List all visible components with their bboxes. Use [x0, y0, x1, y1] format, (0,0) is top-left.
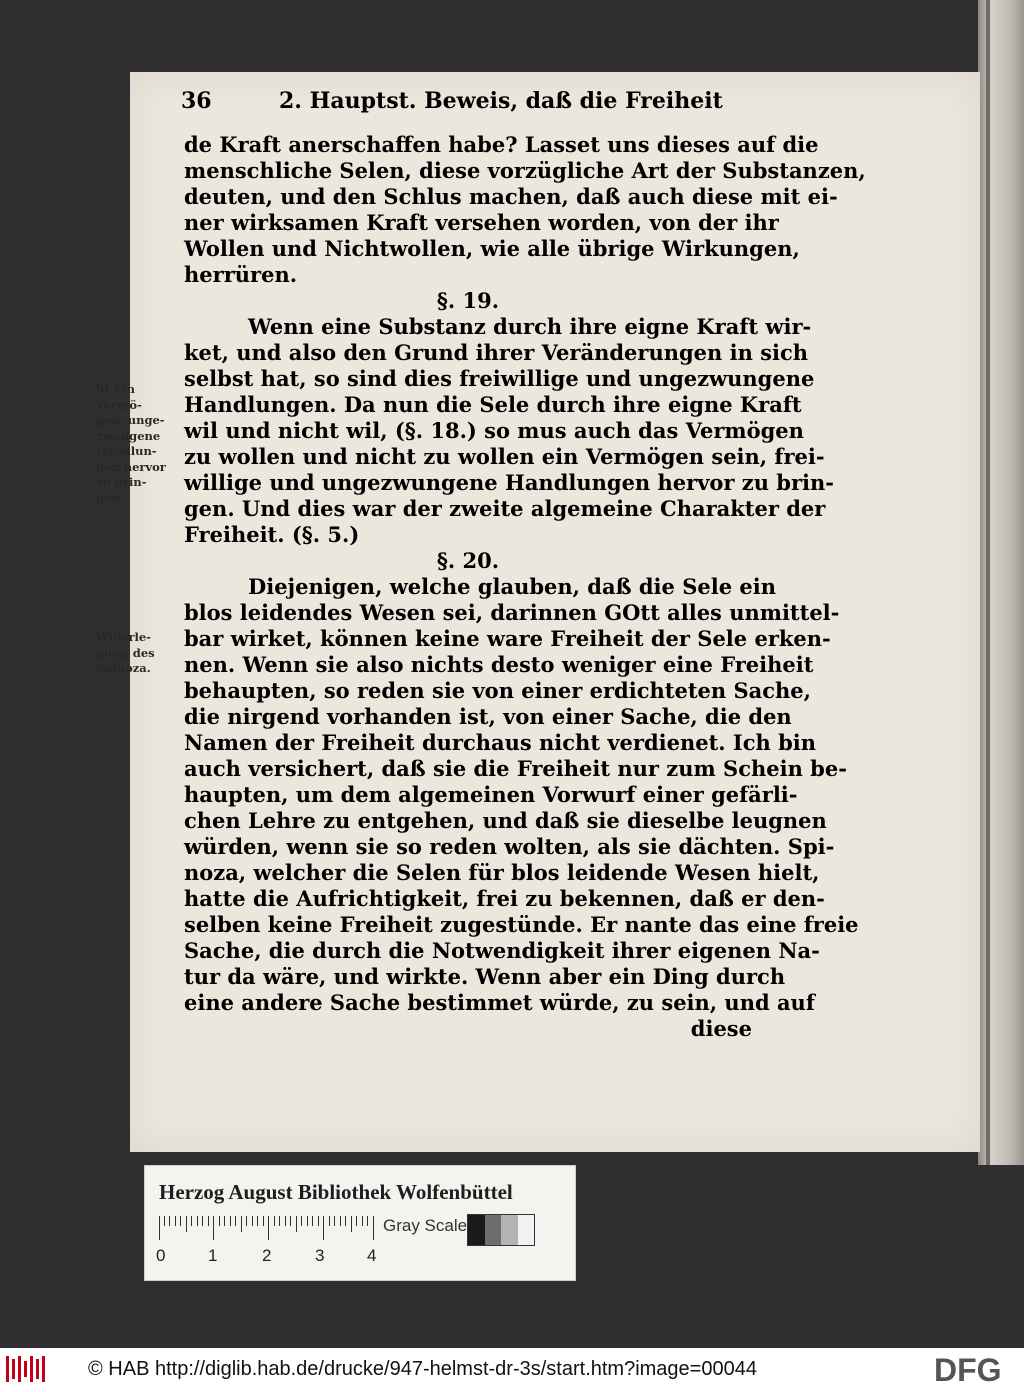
text-line: die nirgend vorhanden ist, von einer Sache, die den	[184, 704, 792, 729]
margin-note-line: Vermö-	[96, 397, 142, 412]
margin-note-line: gung des	[96, 645, 155, 660]
text-line: tur da wäre, und wirkte. Wenn aber ein Ding durch	[184, 964, 786, 989]
text-line: behaupten, so reden sie von einer erdichteten Sache,	[184, 678, 811, 703]
gray-swatch	[468, 1215, 485, 1245]
text-line: Namen der Freiheit durchaus nicht verdienet. Ich bin	[184, 730, 817, 755]
text-line: nen. Wenn sie also nichts desto weniger eine Freiheit	[184, 652, 814, 677]
margin-note-line: b) Ein	[96, 382, 135, 396]
text-line: ner wirksamen Kraft versehen worden, von der ihr	[184, 210, 779, 235]
adjacent-page-edge	[978, 0, 1024, 1165]
ruler-label: 4	[367, 1246, 377, 1265]
section-heading-20: §. 20.	[436, 548, 500, 573]
text-line: wil und nicht wil, (§. 18.) so mus auch das Vermögen	[184, 418, 804, 443]
ruler-label: 2	[262, 1246, 272, 1265]
ruler-label: 1	[208, 1246, 218, 1265]
text-line: gen. Und dies war der zweite algemeine Charakter der	[184, 496, 826, 521]
text-line: Handlungen. Da nun die Sele durch ihre eigne Kraft	[184, 392, 802, 417]
text-line: auch versichert, daß sie die Freiheit nur zum Schein be-	[184, 756, 847, 781]
text-line: noza, welcher die Selen für blos leidende Wesen hielt,	[184, 860, 820, 885]
ruler-label: 0	[156, 1246, 166, 1265]
text-line: bar wirket, können keine ware Freiheit der Sele erken-	[184, 626, 831, 651]
margin-note-line: zwungene	[96, 428, 161, 443]
text-line: Wenn eine Substanz durch ihre eigne Kraft wir-	[248, 314, 812, 339]
margin-note-line: Spinoza.	[96, 661, 151, 675]
margin-note-line: gen.	[96, 490, 124, 505]
text-line: deuten, und den Schlus machen, daß auch diese mit ei-	[184, 184, 838, 209]
gray-swatch	[501, 1215, 518, 1245]
text-line: zu wollen und nicht zu wollen ein Vermögen sein, frei-	[184, 444, 825, 469]
text-line: menschliche Selen, diese vorzügliche Art der Substanzen,	[184, 158, 866, 183]
text-line: ket, und also den Grund ihrer Veränderungen in sich	[184, 340, 809, 365]
section-heading-19: §. 19.	[436, 288, 500, 313]
text-line: Wollen und Nichtwollen, wie alle übrige Wirkungen,	[184, 236, 800, 261]
copyright-url[interactable]: © HAB http://diglib.hab.de/drucke/947-helmst-dr-3s/start.htm?image=00044	[88, 1358, 757, 1380]
library-name: Herzog August Bibliothek Wolfenbüttel	[159, 1180, 513, 1204]
viewer-footer-bar	[0, 1348, 1024, 1392]
ruler-label: 3	[315, 1246, 325, 1265]
margin-note-line: gen hervor	[96, 459, 166, 474]
margin-note-spinoza	[96, 630, 172, 677]
text-line: hatte die Aufrichtigkeit, frei zu bekennen, daß er den-	[184, 886, 825, 911]
hab-logo-icon[interactable]	[6, 1356, 48, 1382]
running-header	[181, 88, 723, 120]
dfg-logo[interactable]: DFG	[934, 1352, 1002, 1388]
margin-note-faculty	[96, 382, 172, 506]
text-line: de Kraft anerschaffen habe? Lasset uns dieses auf die	[184, 132, 819, 157]
gray-swatch	[518, 1215, 535, 1245]
page-number: 36	[181, 88, 212, 114]
text-line: selben keine Freiheit zugestünde. Er nante das eine freie	[184, 912, 859, 937]
margin-note-line: gen, unge-	[96, 413, 165, 427]
gray-scale-swatches	[467, 1214, 535, 1246]
margin-note-line: Handlun-	[96, 444, 157, 458]
margin-note-line: zu brin-	[96, 475, 147, 489]
text-line: Diejenigen, welche glauben, daß die Sele ein	[248, 574, 776, 599]
margin-note-line: Widerle-	[96, 630, 151, 644]
text-line: Sache, die durch die Notwendigkeit ihrer eigenen Na-	[184, 938, 820, 963]
color-calibration-card	[144, 1165, 576, 1281]
gray-swatch	[485, 1215, 502, 1245]
text-line: blos leidendes Wesen sei, darinnen GOtt alles unmittel-	[184, 600, 840, 625]
text-line: herrüren.	[184, 262, 298, 287]
text-line: eine andere Sache bestimmet würde, zu sein, und auf	[184, 990, 815, 1015]
text-line: selbst hat, so sind dies freiwillige und ungezwungene	[184, 366, 815, 391]
header-title: 2. Hauptst. Beweis, daß die Freiheit	[279, 88, 723, 114]
catchword: diese	[690, 1016, 752, 1041]
text-line: chen Lehre zu entgehen, und daß sie dieselbe leugnen	[184, 808, 827, 833]
scale-ruler	[159, 1216, 379, 1240]
body-text	[184, 132, 866, 1041]
text-line: würden, wenn sie so reden wolten, als sie dächten. Spi-	[184, 834, 835, 859]
text-line: haupten, um dem algemeinen Vorwurf einer gefärli-	[184, 782, 798, 807]
text-line: Freiheit. (§. 5.)	[184, 522, 360, 547]
gray-scale-label: Gray Scale	[383, 1216, 468, 1235]
text-line: willige und ungezwungene Handlungen hervor zu brin-	[184, 470, 835, 495]
